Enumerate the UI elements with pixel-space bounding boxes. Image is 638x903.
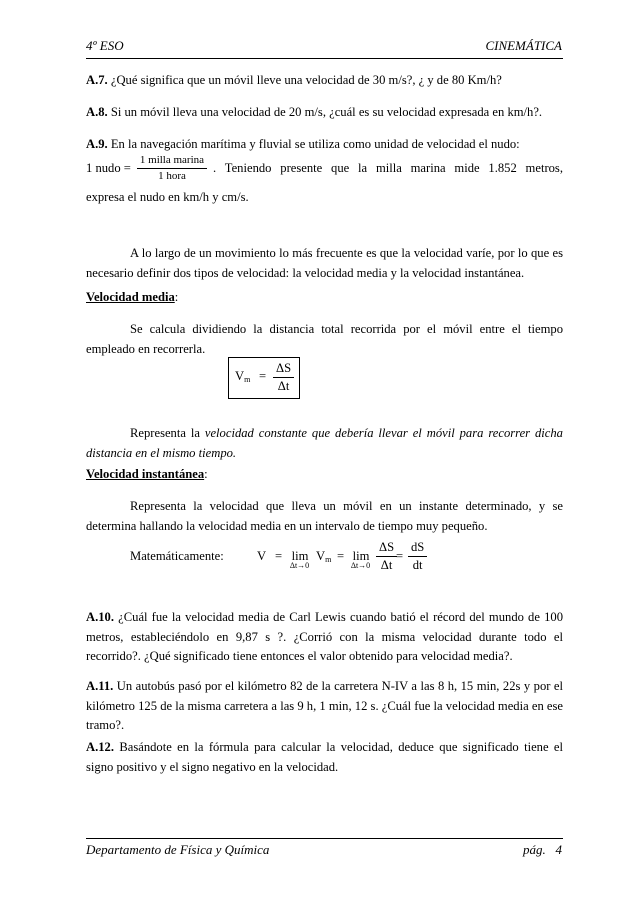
activity-label: A.11. bbox=[86, 679, 114, 693]
footer-rule bbox=[86, 838, 563, 839]
vm-letter: V bbox=[316, 549, 326, 563]
footer-page-number: pág. 4 bbox=[523, 842, 562, 857]
limit-subscript: Δt→0 bbox=[289, 561, 310, 570]
matematicamente-label: Matemáticamente: bbox=[130, 549, 224, 563]
limit-operator bbox=[289, 549, 311, 570]
fraction-denominator: Δt bbox=[277, 379, 290, 393]
activity-text: ¿Qué significa que un móvil lleve una velocidad de 30 m/s?, ¿ y de 80 Km/h? bbox=[110, 73, 502, 87]
activity-label: A.8. bbox=[86, 105, 108, 119]
knot-rest: . Teniendo presente que la milla marina mide 1.852 metros, bbox=[213, 161, 563, 175]
heading-colon: : bbox=[174, 290, 179, 304]
activity-text: Si un móvil lleva una velocidad de 20 m/s, ¿cuál es su velocidad expresada en km/h?. bbox=[110, 105, 543, 119]
fraction-numerator: ΔS bbox=[376, 539, 397, 557]
formula-equals: = bbox=[275, 549, 283, 563]
activity-a8 bbox=[86, 103, 563, 123]
a9-line3: expresa el nudo en km/h y cm/s. bbox=[86, 190, 249, 204]
section-heading: Velocidad instantánea bbox=[86, 467, 205, 481]
formula-equals: = bbox=[396, 549, 404, 563]
velocidad-media-meaning bbox=[86, 424, 563, 463]
formula-v-letter: V bbox=[235, 369, 245, 383]
fraction-denominator: Δt bbox=[380, 558, 393, 572]
activity-text: Basándote en la fórmula para calcular la velocidad, deduce que significado tiene el signo positivo y el signo negativo en la velocidad. bbox=[86, 740, 563, 774]
activity-text: Un autobús pasó por el kilómetro 82 de la carretera N-IV a las 8 h, 15 min, 22s y por el kilómetro 125 de la misma carretera a las 9 h, 1 min, 12 s. ¿Cuál fue la velocidad media en ese tramo?. bbox=[86, 679, 563, 732]
header-course: 4º ESO bbox=[86, 38, 124, 53]
activity-text: ¿Cuál fue la velocidad media de Carl Lewis cuando batió el récord del mundo de 100 metros, estableciéndolo en 9,87 s ?. ¿Corrió con la misma velocidad durante todo el recorrido?. ¿Qué significado tiene entonces el valor obtenido para velocidad media?. bbox=[86, 610, 563, 663]
meaning-italic: velocidad constante que debería llevar el móvil para recorrer dicha distancia en el mismo tiempo. bbox=[86, 426, 563, 460]
limit-subscript: Δt→0 bbox=[350, 561, 371, 570]
activity-label: A.7. bbox=[86, 73, 108, 87]
lim-text: lim bbox=[291, 549, 309, 563]
activity-label: A.12. bbox=[86, 740, 114, 754]
activity-label: A.10. bbox=[86, 610, 114, 624]
lim-text: lim bbox=[352, 549, 370, 563]
formula-equals: = bbox=[337, 549, 345, 563]
a9-knot-definition bbox=[86, 153, 563, 184]
activity-label: A.9. bbox=[86, 137, 108, 151]
formula-v: V bbox=[257, 549, 267, 563]
fraction-numerator: ΔS bbox=[273, 360, 294, 378]
velocidad-media-heading bbox=[86, 288, 563, 308]
activity-a9 bbox=[86, 135, 563, 155]
velocidad-media-text: Se calcula dividiendo la distancia total recorrida por el móvil entre el tiempo empleado en recorrerla. bbox=[86, 322, 563, 356]
fraction-denominator: 1 hora bbox=[158, 170, 186, 182]
footer-department: Departamento de Física y Química bbox=[86, 842, 270, 857]
activity-a7 bbox=[86, 71, 563, 91]
knot-lhs: 1 nudo = bbox=[86, 161, 131, 175]
header-rule bbox=[86, 58, 563, 59]
formula-v bbox=[235, 369, 250, 384]
meaning-prefix: Representa la bbox=[130, 426, 205, 440]
delta-fraction bbox=[376, 539, 397, 574]
activity-a11 bbox=[86, 677, 563, 736]
velocidad-instantanea-heading bbox=[86, 465, 563, 485]
header-topic: CINEMÁTICA bbox=[485, 38, 562, 53]
formula-fraction bbox=[273, 360, 294, 395]
activity-a12 bbox=[86, 738, 563, 777]
mean-velocity-formula-box bbox=[228, 357, 300, 399]
velocidad-instantanea-text: Representa la velocidad que lleva un móvil en un instante determinado, y se determina hallando la velocidad media en un intervalo de tiempo muy pequeño. bbox=[86, 499, 563, 533]
section-heading: Velocidad media bbox=[86, 290, 175, 304]
limit-operator bbox=[350, 549, 372, 570]
formula-subscript: m bbox=[244, 375, 251, 384]
formula-equals: = bbox=[259, 369, 267, 383]
heading-colon: : bbox=[204, 467, 208, 481]
derivative-fraction bbox=[408, 539, 427, 574]
activity-a10 bbox=[86, 608, 563, 667]
intro-paragraph: A lo largo de un movimiento lo más frecuente es que la velocidad varíe, por lo que es necesario definir dos tipos de velocidad: la velocidad media y la velocidad instantánea. bbox=[86, 246, 563, 280]
formula-vm bbox=[316, 549, 331, 564]
vm-subscript: m bbox=[325, 555, 332, 564]
knot-fraction bbox=[137, 153, 207, 184]
fraction-denominator: dt bbox=[412, 558, 423, 572]
activity-text: En la navegación marítima y fluvial se utiliza como unidad de velocidad el nudo: bbox=[110, 137, 520, 151]
fraction-numerator: 1 milla marina bbox=[137, 153, 207, 169]
fraction-numerator: dS bbox=[408, 539, 427, 557]
